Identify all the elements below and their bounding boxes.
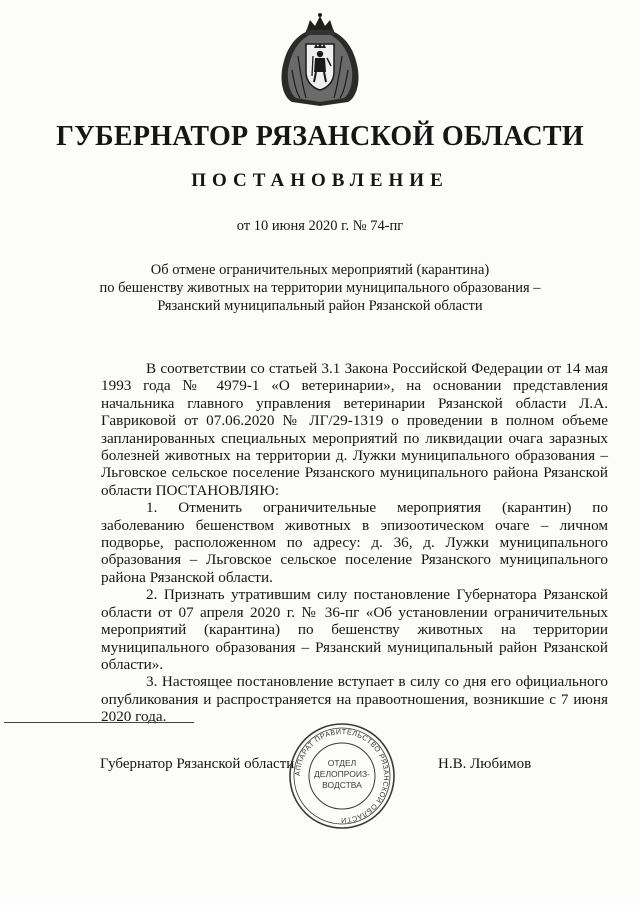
governor-title: ГУБЕРНАТОР РЯЗАНСКОЙ ОБЛАСТИ [56,121,584,152]
stamp-line: ВОДСТВА [322,780,362,790]
signatory-name: Н.В. Любимов [438,756,532,772]
stamp-inner-text [286,758,398,791]
clause-2-paragraph: 2. Признать утратившим силу постановление Губернатора Рязанской области от 07 апреля 2020 г. № 36-пг «Об установлении ограничительных мероприятий (карантина) по бешенству животных на территории муниципального образования – Рязанский муниципальный район Рязанской области». [101,586,608,673]
document-body [101,360,608,726]
stamp-ring-text: АППАРАТ ПРАВИТЕЛЬСТВО РЯЗАНСКОЙ ОБЛАСТИ [292,726,392,826]
margin-divider-line [4,722,194,723]
document-date-number: от 10 июня 2020 г. № 74-пг [236,218,404,234]
ryazan-coat-of-arms-icon [270,10,370,110]
preamble-paragraph: В соответствии со статьей 3.1 Закона Российской Федерации от 14 мая 1993 года № 4979-1 «О ветеринарии», на основании представления начальника главного управления ветеринарии Рязанской области Л.А. Гавриковой от 07.06.2020 № ЛГ/29-1319 о проведении в полном объеме запланированных специальных мероприятий по ликвидации очага заразных болезней животных на территории д. Лужки муниципального образования – Льговское сельское поселение Рязанского муниципального района Рязанской области ПОСТАНОВЛЯЮ: [101,360,608,499]
subject-line: Об отмене ограничительных мероприятий (карантина) [150,262,490,278]
clause-1-paragraph: 1. Отменить ограничительные мероприятия (карантин) по заболеванию бешенством животных в эпизоотическом очаге – личном подворье, расположенном по адресу: д. 36, д. Лужки муниципального образования – Льговское сельское поселение Рязанского муниципального района Рязанской области. [101,499,608,586]
stamp-line: ОТДЕЛ [327,758,357,768]
subject-line: Рязанский муниципальный район Рязанской области [157,298,483,314]
subject-line: по бешенству животных на территории муниципального образования – [99,280,541,296]
document-type: ПОСТАНОВЛЕНИЕ [191,170,449,191]
document-subject [90,261,550,315]
signatory-position: Губернатор Рязанской области [100,756,295,772]
clause-3-paragraph: 3. Настоящее постановление вступает в силу со дня его официального опубликования и распространяется на правоотношения, возникшие с 7 июня 2020 года. [101,673,608,726]
stamp-line: ДЕЛОПРОИЗ- [314,769,370,779]
